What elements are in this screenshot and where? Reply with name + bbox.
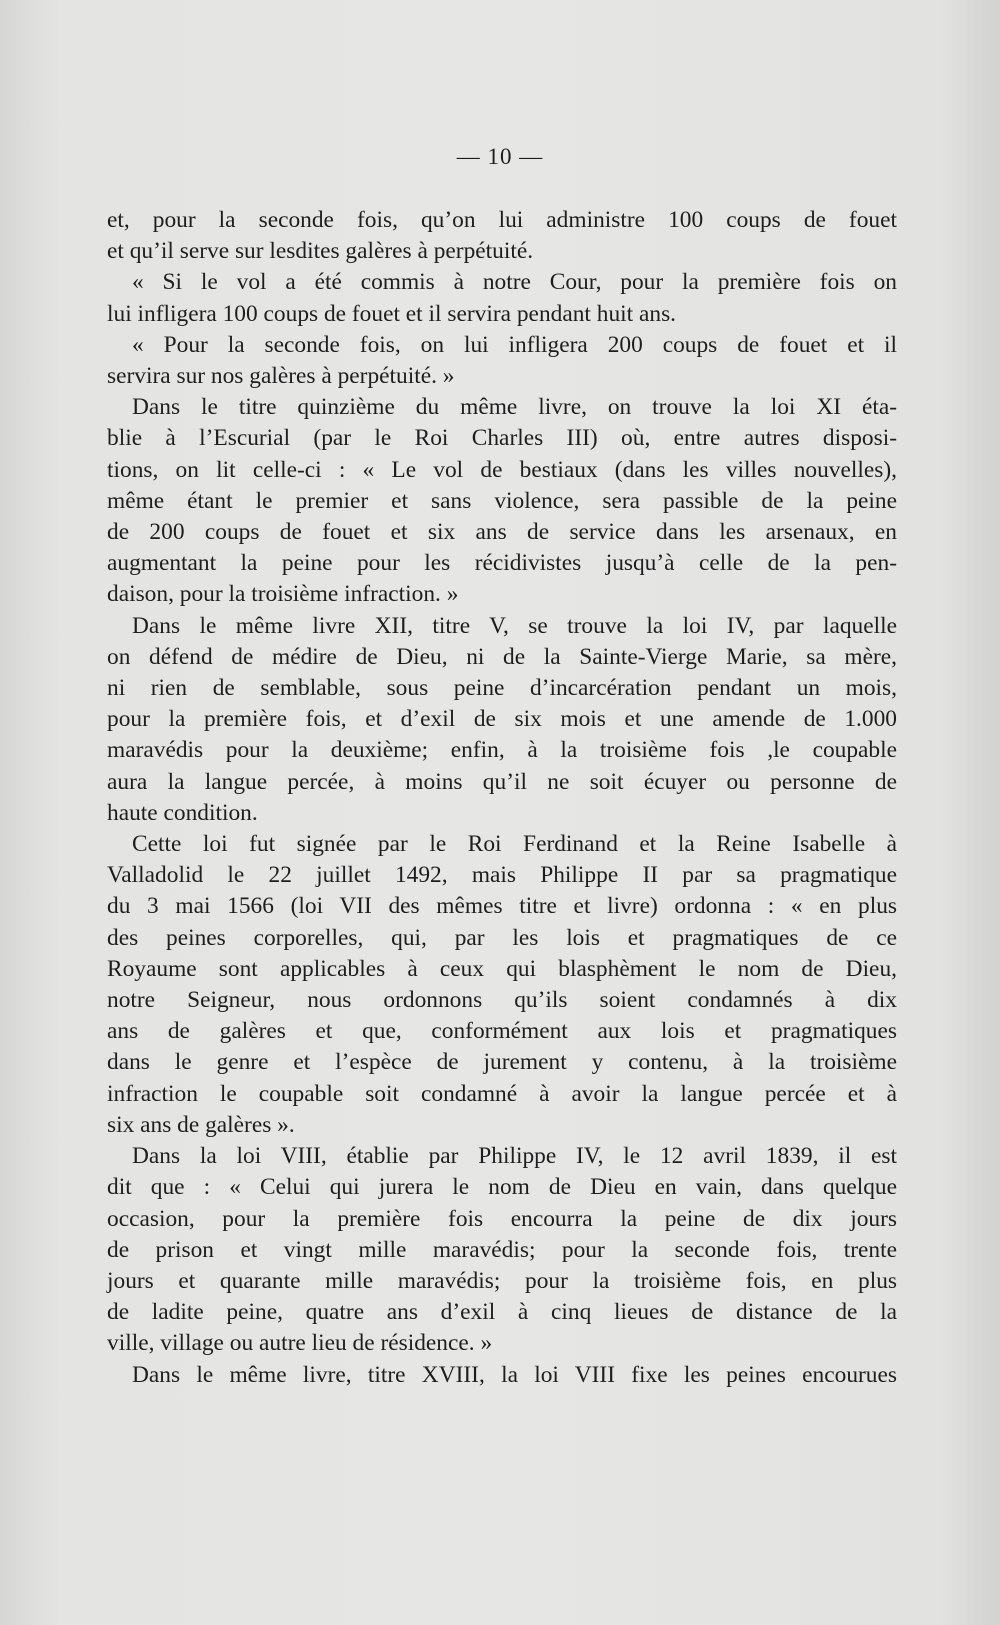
text-line: Valladolid le 22 juillet 1492, mais Philippe II par sa pragmatique [107,862,897,889]
text-line: Cette loi fut signée par le Roi Ferdinand et la Reine Isabelle à [132,831,897,858]
text-line: blie à l’Escurial (par le Roi Charles III) où, entre autres disposi- [107,425,897,452]
text-line: de 200 coups de fouet et six ans de service dans les arsenaux, en [107,519,897,546]
text-line: haute condition. [107,799,258,826]
text-line: Dans le même livre, titre XVIII, la loi VIII fixe les peines encourues [132,1361,897,1388]
text-line: ni rien de semblable, sous peine d’incarcération pendant un mois, [107,675,897,702]
text-line: et qu’il serve sur lesdites galères à perpétuité. [107,238,534,265]
text-line: du 3 mai 1566 (loi VII des mêmes titre et livre) ordonna : « en plus [107,893,897,920]
text-line: on défend de médire de Dieu, ni de la Sainte-Vierge Marie, sa mère, [107,643,897,670]
page-number: — 10 — [456,144,544,169]
text-line: infraction le coupable soit condamné à avoir la langue percée et à [107,1080,897,1107]
text-line: et, pour la seconde fois, qu’on lui administre 100 coups de fouet [107,207,897,233]
text-line: notre Seigneur, nous ordonnons qu’ils soient condamnés à dix [107,987,897,1014]
text-line: pour la première fois, et d’exil de six mois et une amende de 1.000 [107,706,897,733]
text-line: des peines corporelles, qui, par les lois et pragmatiques de ce [107,924,897,951]
text-line: augmentant la peine pour les récidivistes jusqu’à celle de la pen- [107,550,897,577]
text-line: Royaume sont applicables à ceux qui blasphèment le nom de Dieu, [107,955,897,982]
text-line: servira sur nos galères à perpétuité. » [107,363,455,390]
text-line: ville, village ou autre lieu de résidence. » [107,1330,493,1357]
text-line: maravédis pour la deuxième; enfin, à la troisième fois ,le coupable [107,737,897,764]
text-line: ans de galères et que, conformément aux lois et pragmatiques [107,1018,897,1045]
text-line: Dans le même livre XII, titre V, se trouve la loi IV, par laquelle [132,612,897,639]
text-line: aura la langue percée, à moins qu’il ne soit écuyer ou personne de [107,768,897,795]
text-line: dit que : « Celui qui jurera le nom de Dieu en vain, dans quelque [107,1174,897,1201]
text-line: « Si le vol a été commis à notre Cour, pour la première fois on [132,269,897,296]
text-line: de ladite peine, quatre ans d’exil à cinq lieues de distance de la [107,1299,897,1326]
text-line: « Pour la seconde fois, on lui infligera 200 coups de fouet et il [132,331,897,358]
text-line: jours et quarante mille maravédis; pour la troisième fois, en plus [107,1267,897,1294]
text-line: occasion, pour la première fois encourra la peine de dix jours [107,1205,897,1232]
text-line: tions, on lit celle-ci : « Le vol de bestiaux (dans les villes nouvelles), [107,456,897,483]
text-line: six ans de galères ». [107,1111,295,1138]
text-line: lui infligera 100 coups de fouet et il servira pendant huit ans. [107,300,677,327]
text-line: de prison et vingt mille maravédis; pour la seconde fois, trente [107,1236,897,1263]
text-line: daison, pour la troisième infraction. » [107,581,459,608]
body-text [107,205,897,1391]
text-line: Dans le titre quinzième du même livre, on trouve la loi XI éta- [132,394,897,421]
text-line: même étant le premier et sans violence, sera passible de la peine [107,487,897,514]
text-line: dans le genre et l’espèce de jurement y contenu, à la troisième [107,1049,897,1076]
text-line: Dans la loi VIII, établie par Philippe IV, le 12 avril 1839, il est [132,1143,897,1170]
